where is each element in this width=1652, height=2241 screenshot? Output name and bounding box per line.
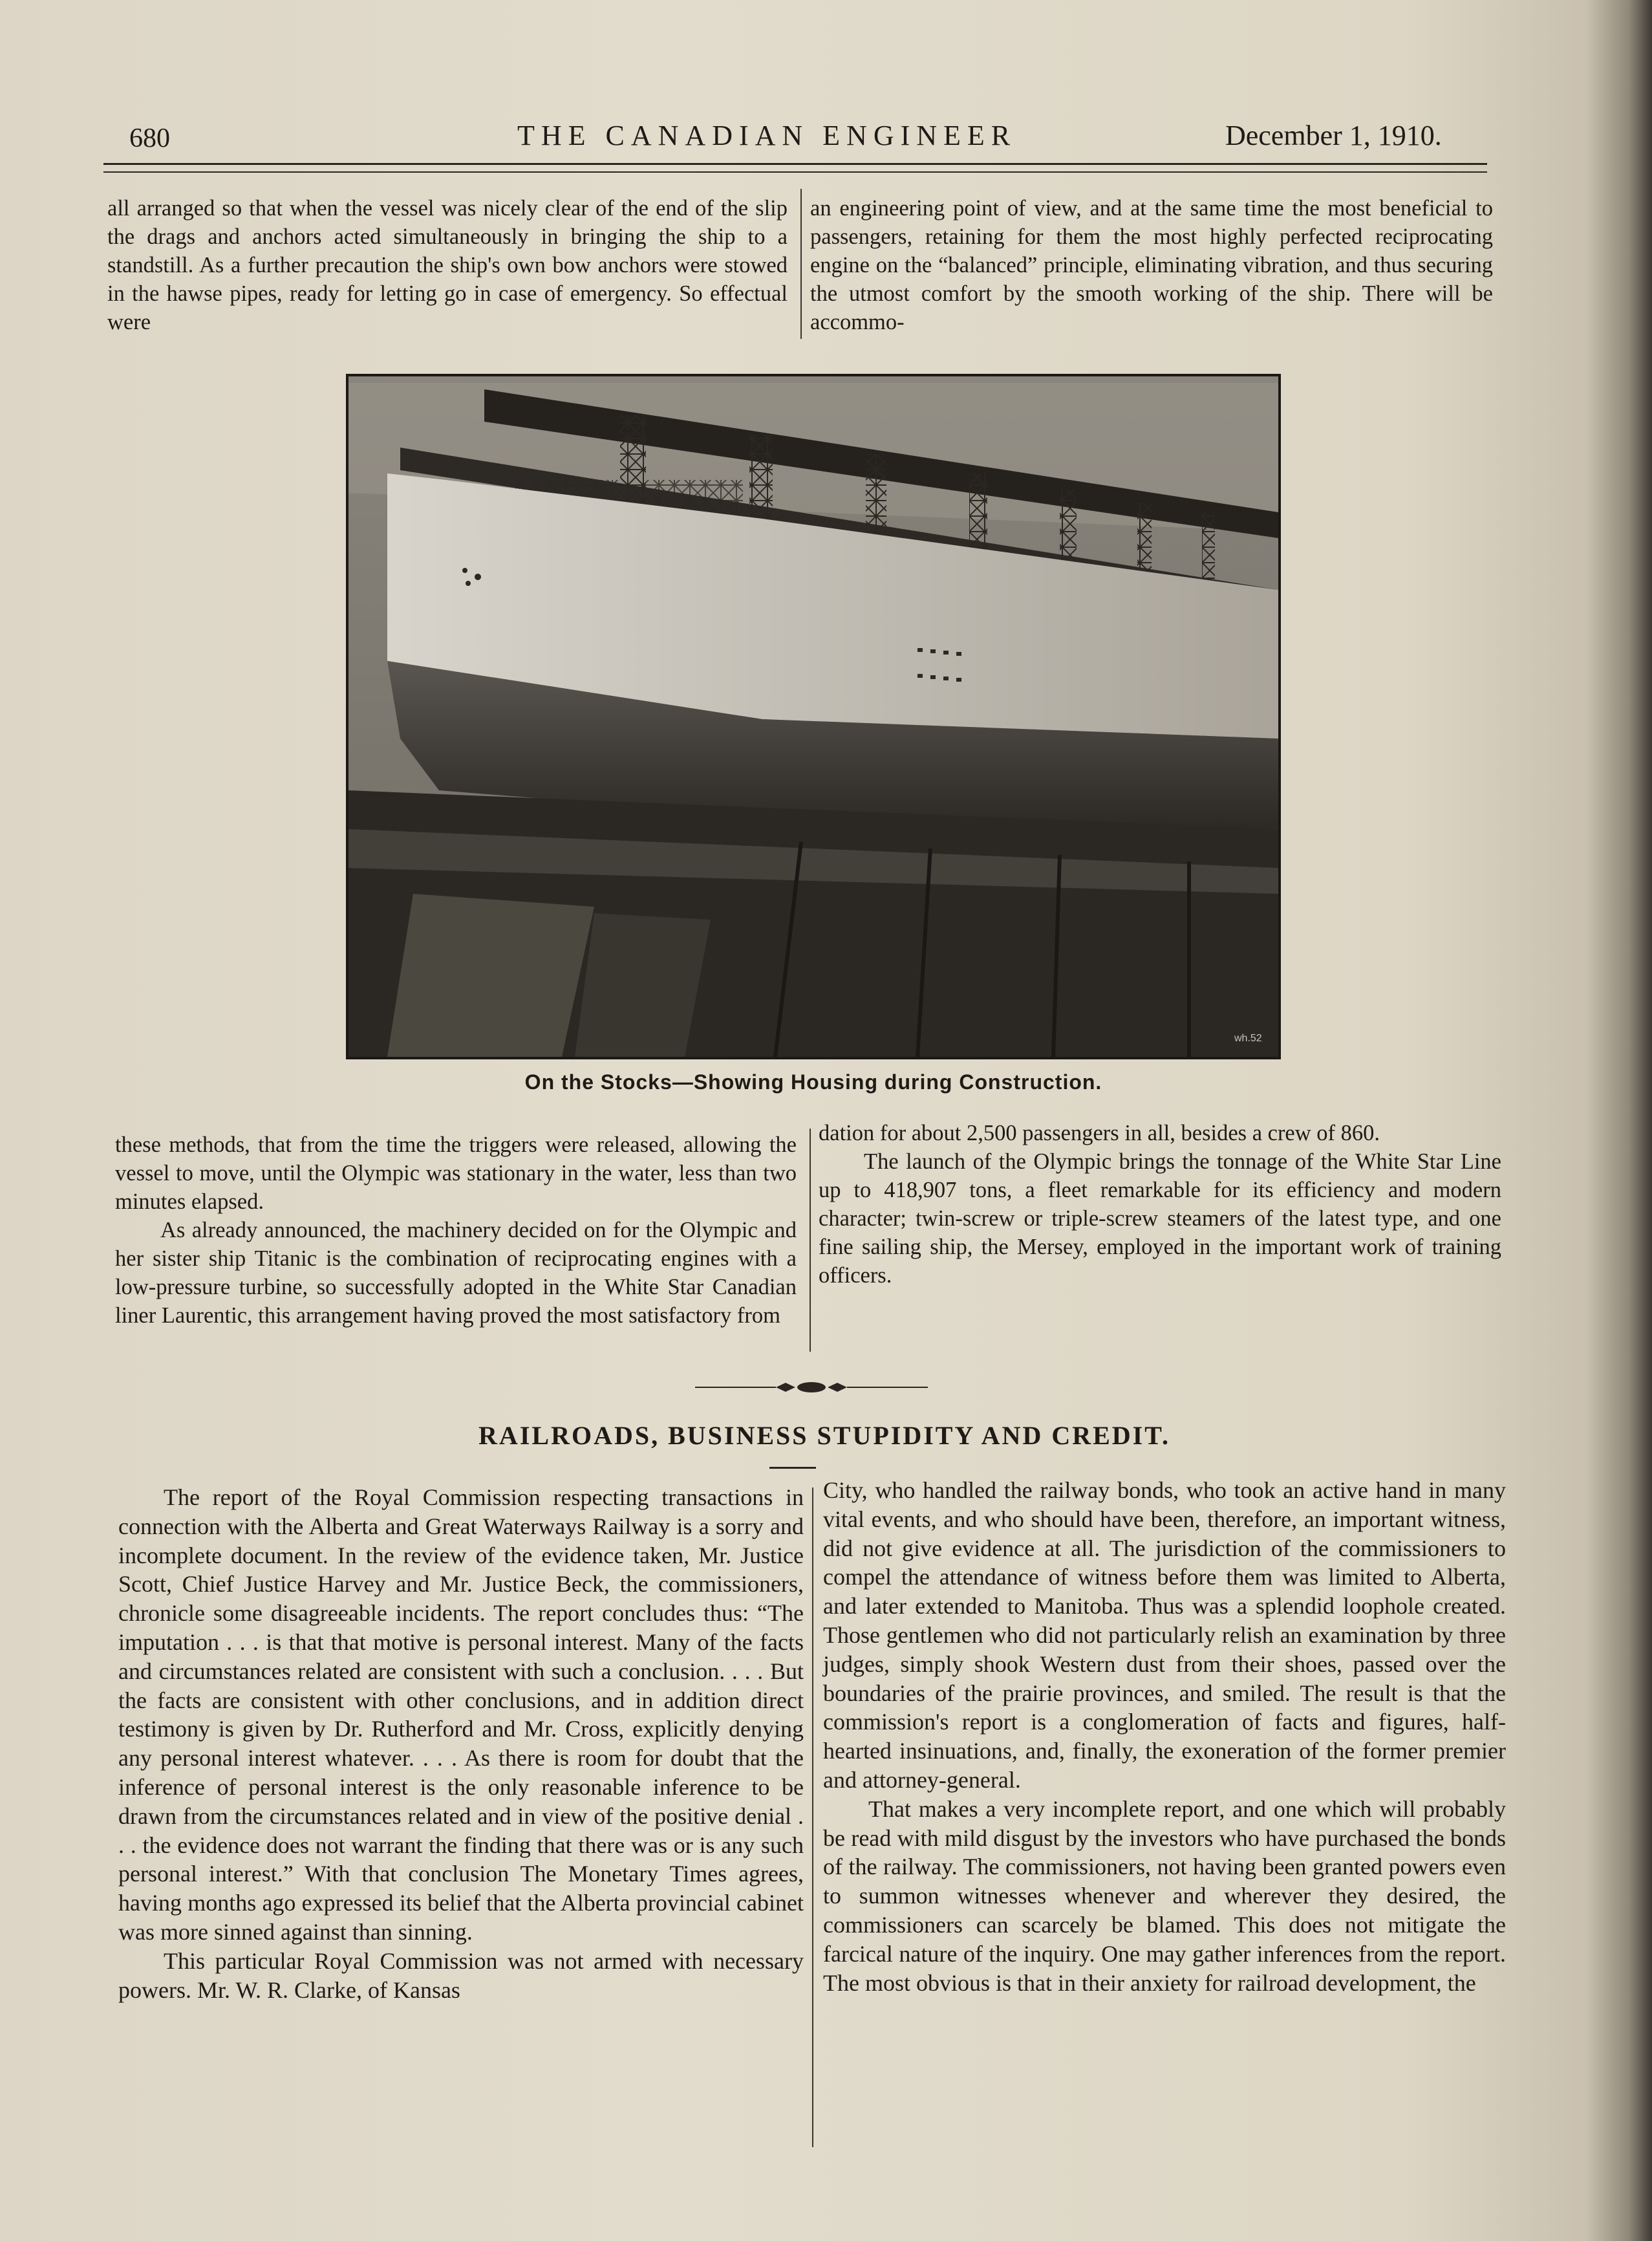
journal-title: THE CANADIAN ENGINEER (517, 120, 1017, 151)
article-column-right (823, 1476, 1506, 1997)
column-mid-right (819, 1119, 1501, 1290)
page-number: 680 (129, 124, 170, 153)
engraver-mark: wh.52 (1234, 1033, 1262, 1044)
column-top-right (810, 194, 1493, 336)
headline-rule (769, 1467, 816, 1469)
paragraph: As already announced, the machinery decided on for the Olympic and her sister ship Titanic is the combination of reciprocating engines with a low-pressure turbine, so successfully adopted in the White Star Canadian liner Laurentic, this arrangement having proved the most satisfactory from (115, 1218, 797, 1328)
paragraph: dation for about 2,500 passengers in all, besides a crew of 860. (819, 1121, 1380, 1145)
paragraph: That makes a very incomplete report, and one which will probably be read with mild disgust by the investors who have purchased the bonds of the railway. The commissioners, not having been granted powers even to summon witnesses whenever and wherever they desired, the commissioners can scarcely be blamed. This does not mitigate the farcical nature of the inquiry. One may gather inferences from the report. The most obvious is that in their anxiety for railroad development, the (823, 1795, 1506, 1996)
header-rule-thin (103, 171, 1487, 173)
paragraph: This particular Royal Commission was not armed with necessary powers. Mr. W. R. Clarke, of Kansas (118, 1947, 804, 2003)
ship-construction-photo (346, 374, 1281, 1059)
paragraph: The launch of the Olympic brings the tonnage of the White Star Line up to 418,907 tons, a fleet remarkable for its efficiency and modern character; twin-screw or triple-screw steamers of the latest type, and one fine sailing ship, the Mersey, employed in the important work of training officers. (819, 1149, 1501, 1288)
column-divider (800, 189, 802, 339)
article-headline: RAILROADS, BUSINESS STUPIDITY AND CREDIT. (478, 1421, 1170, 1450)
column-divider (812, 1488, 813, 2147)
paragraph: all arranged so that when the vessel was nicely clear of the end of the slip the drags and anchors acted simultaneously in bringing the ship to a standstill. As a further precaution the ship's own bow anchors were stowed in the hawse pipes, ready for letting go in case of emergency. So effectual were (107, 196, 788, 334)
column-divider (810, 1129, 811, 1352)
section-ornament (695, 1378, 928, 1397)
article-column-left (118, 1483, 804, 2004)
running-header (0, 116, 1652, 155)
paragraph: an engineering point of view, and at the same time the most beneficial to passengers, retaining for them the most highly perfected reciprocating engine on the “balanced” principle, eliminating vibration, and thus securing the utmost comfort by the smooth working of the ship. There will be accommo- (810, 196, 1493, 334)
paragraph: The report of the Royal Commission respecting transactions in connection with the Alberta and Great Waterways Railway is a sorry and incomplete document. In the review of the evidence taken, Mr. Justice Scott, Chief Justice Harvey and Mr. Justice Beck, the commissioners, chronicle some disagreeable incidents. The report concludes thus: “The imputation . . . is that that motive is personal interest. Many of the facts and circumstances related are consistent with such a conclusion. . . . But the facts are consistent with other conclusions, and in addition direct testimony is given by Dr. Rutherford and Mr. Cross, explicitly denying any personal interest whatever. . . . As there is room for doubt that the inference of personal interest is the only reasonable inference to be drawn from the circumstances related and in view of the positive denial . . . the evidence does not warrant the finding that there was or is any such personal interest.” With that conclusion The Monetary Times agrees, having months ago expressed its belief that the Alberta provincial cabinet was more sinned against than sinning. (118, 1484, 804, 1945)
paragraph: these methods, that from the time the triggers were released, allowing the vessel to move, until the Olympic was stationary in the water, less than two minutes elapsed. (115, 1132, 797, 1214)
column-top-left (107, 194, 788, 336)
issue-date: December 1, 1910. (1225, 120, 1442, 151)
olympic-on-stocks-illustration (349, 376, 1278, 1057)
header-rule (103, 163, 1487, 165)
figure-caption: On the Stocks—Showing Housing during Construction. (524, 1070, 1102, 1094)
paragraph: City, who handled the railway bonds, who took an active hand in many vital events, and who should have been, therefore, an important witness, did not give evidence at all. The jurisdiction of the commissioners to compel the attendance of witness before them was limited to Alberta, and later extended to Manitoba. Thus was a splendid loophole created. Those gentlemen who did not particularly relish an examination by three judges, simply shook Western dust from their shoes, passed over the boundaries of the prairie provinces, and smiled. The result is that the commission's report is a conglomeration of facts and figures, half-hearted insinuations, and, finally, the exoneration of the former premier and attorney-general. (823, 1477, 1506, 1793)
column-mid-left (115, 1131, 797, 1330)
